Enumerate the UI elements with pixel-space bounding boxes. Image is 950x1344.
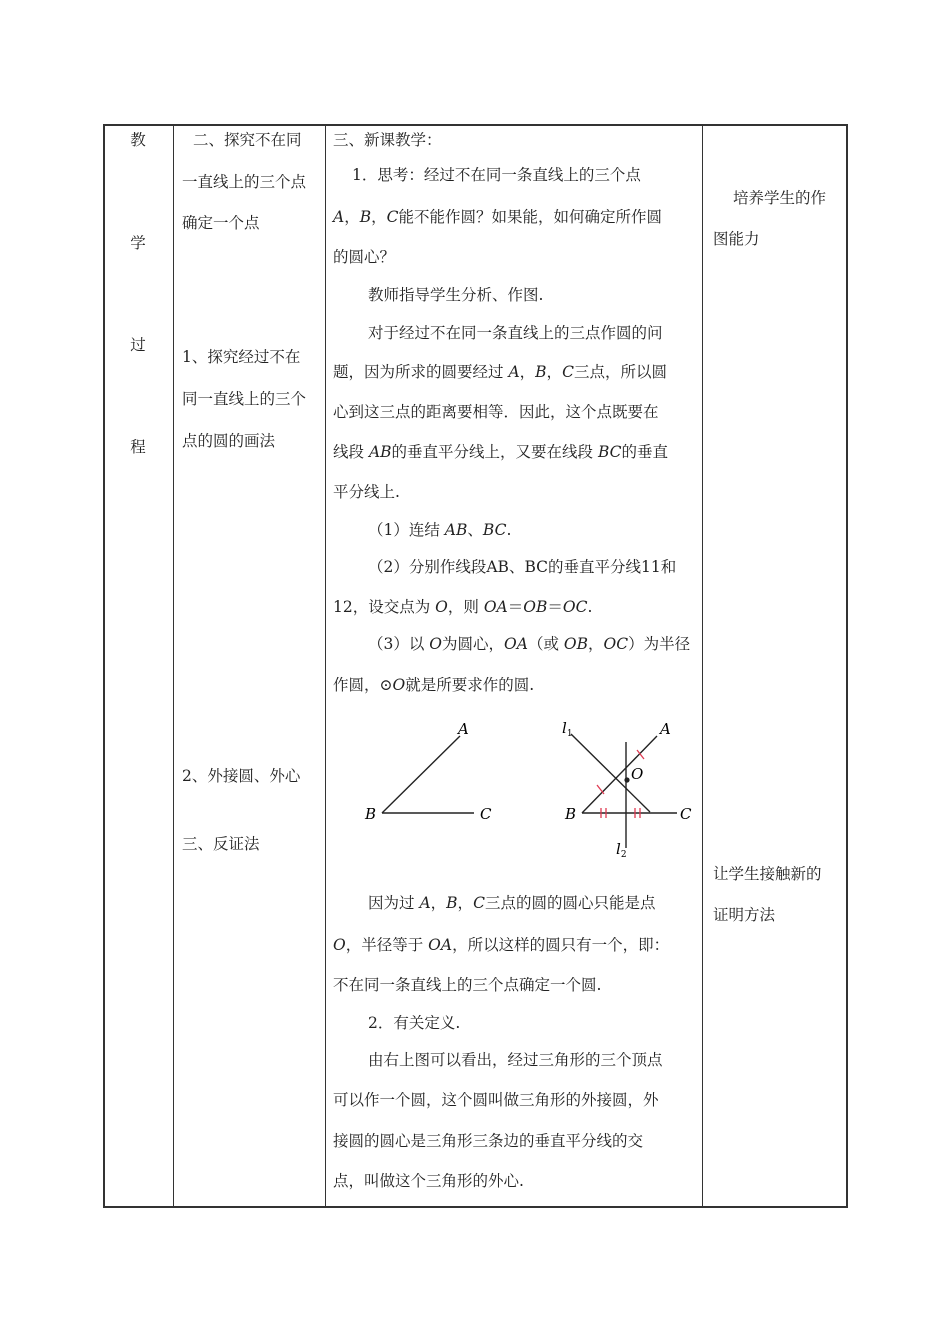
note1-line2: 图能力 bbox=[713, 230, 760, 248]
label-c-left: C bbox=[480, 805, 492, 823]
col1-char-2: 学 bbox=[130, 234, 146, 252]
note2-line1: 让学生接触新的 bbox=[713, 865, 822, 883]
definition-line4: 点，叫做这个三角形的外心. bbox=[333, 1172, 524, 1190]
definition-line3: 接圆的圆心是三角形三条边的垂直平分线的交 bbox=[333, 1132, 644, 1150]
para1-line2: 题，因为所求的圆要经过 A，B，C三点，所以圆 bbox=[333, 363, 667, 381]
label-l2: $l_2$ bbox=[616, 840, 627, 860]
para1-line5: 平分线上. bbox=[333, 483, 400, 501]
column-divider-2 bbox=[325, 126, 326, 1206]
definition-line2: 可以作一个圆，这个圆叫做三角形的外接圆，外 bbox=[333, 1091, 659, 1109]
col1-char-1: 教 bbox=[130, 131, 146, 149]
circumcenter-point bbox=[624, 777, 629, 782]
topic3: 2、外接圆、外心 bbox=[182, 767, 301, 785]
label-a-left: A bbox=[458, 720, 469, 738]
think-line1: 1．思考：经过不在同一条直线上的三个点 bbox=[352, 166, 641, 184]
column-divider-1 bbox=[173, 126, 174, 1206]
definitions-heading: 2．有关定义. bbox=[368, 1014, 461, 1032]
label-c-right: C bbox=[680, 805, 692, 823]
figure-right bbox=[562, 719, 692, 860]
topic4: 三、反证法 bbox=[182, 835, 260, 853]
para1-line4: 线段 AB的垂直平分线上，又要在线段 BC的垂直 bbox=[333, 443, 669, 461]
figure-left bbox=[364, 720, 492, 823]
note2-line2: 证明方法 bbox=[713, 906, 776, 924]
conclusion-line3: 不在同一条直线上的三个点确定一个圆. bbox=[333, 976, 602, 994]
conclusion-line1: 因为过 A，B，C三点的圆的圆心只能是点 bbox=[368, 894, 656, 912]
topic2-line3: 点的圆的画法 bbox=[182, 432, 276, 450]
col1-char-4: 程 bbox=[130, 438, 146, 456]
segment-ab-left bbox=[382, 736, 460, 813]
col1-char-3: 过 bbox=[130, 336, 146, 354]
definition-line1: 由右上图可以看出，经过三角形的三个顶点 bbox=[368, 1051, 663, 1069]
topic1-line3: 确定一个点 bbox=[182, 214, 260, 232]
step2-line2: 12，设交点为 O，则 OA＝OB＝OC. bbox=[333, 598, 593, 616]
label-a-right: A bbox=[660, 720, 671, 738]
label-o: O bbox=[631, 765, 644, 783]
segment-ab-right bbox=[582, 736, 657, 813]
para1-line1: 对于经过不在同一条直线上的三点作圆的问 bbox=[368, 324, 663, 342]
topic1-line2: 一直线上的三个点 bbox=[182, 173, 307, 191]
tick-ab-1 bbox=[597, 785, 604, 794]
label-b-left: B bbox=[365, 805, 377, 823]
step3-line1: （3）以 O为圆心，OA（或 OB，OC）为半径 bbox=[368, 635, 691, 653]
note1-line1: 培养学生的作 bbox=[733, 189, 827, 207]
step2-line1: （2）分别作线段AB、BC的垂直平分线11和 bbox=[368, 558, 677, 576]
think-line2: A，B，C能不能作圆？如果能，如何确定所作圆 bbox=[333, 208, 663, 226]
step3-line2: 作圆，⊙O就是所要求作的圆. bbox=[333, 676, 535, 694]
topic2-line1: 1、探究经过不在 bbox=[182, 348, 301, 366]
construction-figure bbox=[352, 708, 702, 864]
label-b-right: B bbox=[565, 805, 577, 823]
think-line3: 的圆心？ bbox=[333, 248, 396, 266]
teacher-guide: 教师指导学生分析、作图. bbox=[368, 286, 544, 304]
topic1-line1: 二、探究不在同 bbox=[193, 131, 302, 149]
section-heading: 三、新课教学： bbox=[333, 131, 442, 149]
para1-line3: 心到这三点的距离要相等．因此，这个点既要在 bbox=[333, 403, 659, 421]
conclusion-line2: O，半径等于 OA，所以这样的圆只有一个，即： bbox=[333, 936, 670, 954]
step1: （1）连结 AB、BC. bbox=[368, 521, 512, 539]
topic2-line2: 同一直线上的三个 bbox=[182, 390, 307, 408]
column-divider-3 bbox=[702, 126, 703, 1206]
label-l1: $l_1$ bbox=[562, 719, 573, 739]
